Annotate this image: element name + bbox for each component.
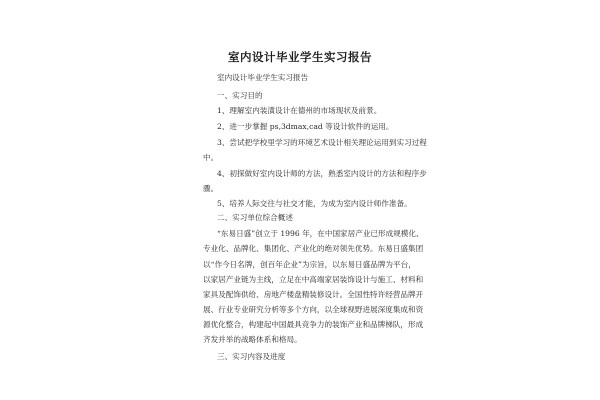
overview-line-3: 以“作今日名牌，创百年企业”为宗旨，以东易日盛品牌为平台， — [203, 260, 416, 269]
purpose-item-1: 1、理解室内装潢设计在德州的市场现状及前景。 — [217, 106, 382, 115]
purpose-item-3-line-2: 中。 — [203, 153, 219, 162]
overview-line-7: 源优化整合，构建起中国最具竞争力的装饰产业和品牌梯队，形成 — [203, 320, 424, 329]
section-heading-content: 三、实习内容及进度 — [217, 352, 286, 361]
purpose-item-5: 5、培养人际交往与社交才能，为成为室内设计师作准备。 — [217, 199, 412, 208]
overview-line-4: 以家居产业链为主线，立足在中高端家居装饰设计与施工、材料和 — [203, 275, 424, 284]
purpose-item-4-line-2: 骤。 — [203, 184, 219, 193]
purpose-item-2: 2、进一步掌握 ps,3dmax,cad 等设计软件的运用。 — [217, 122, 394, 131]
overview-line-8: 齐发并举的战略体系和格局。 — [203, 335, 302, 344]
purpose-item-4-line-1: 4、初探做好室内设计师的方法，熟悉室内设计的方法和程序步 — [217, 169, 427, 178]
section-heading-purpose: 一、实习目的 — [217, 91, 263, 100]
overview-line-6: 展、行业专业研究分析等多个方向，以全球视野进展深度集成和资 — [203, 305, 424, 314]
page-title: 室内设计毕业学生实习报告 — [228, 50, 372, 64]
purpose-item-3-line-1: 3、尝试把学校里学习的环境艺术设计相关理论运用到实习过程 — [217, 138, 427, 147]
overview-line-2: 专业化、品牌化、集团化、产业化的绝对领先优势。东易日盛集团 — [203, 244, 424, 253]
overview-line-1: “东易日盛”创立于 1996 年，在中国家居产业已形成规模化、 — [217, 229, 424, 238]
document-subtitle: 室内设计毕业学生实习报告 — [217, 73, 309, 82]
section-heading-overview: 二、实习单位综合概述 — [217, 213, 293, 222]
overview-line-5: 家具及配饰供给、房地产楼盘精装修设计。全国性特许经营品牌开 — [203, 290, 424, 299]
